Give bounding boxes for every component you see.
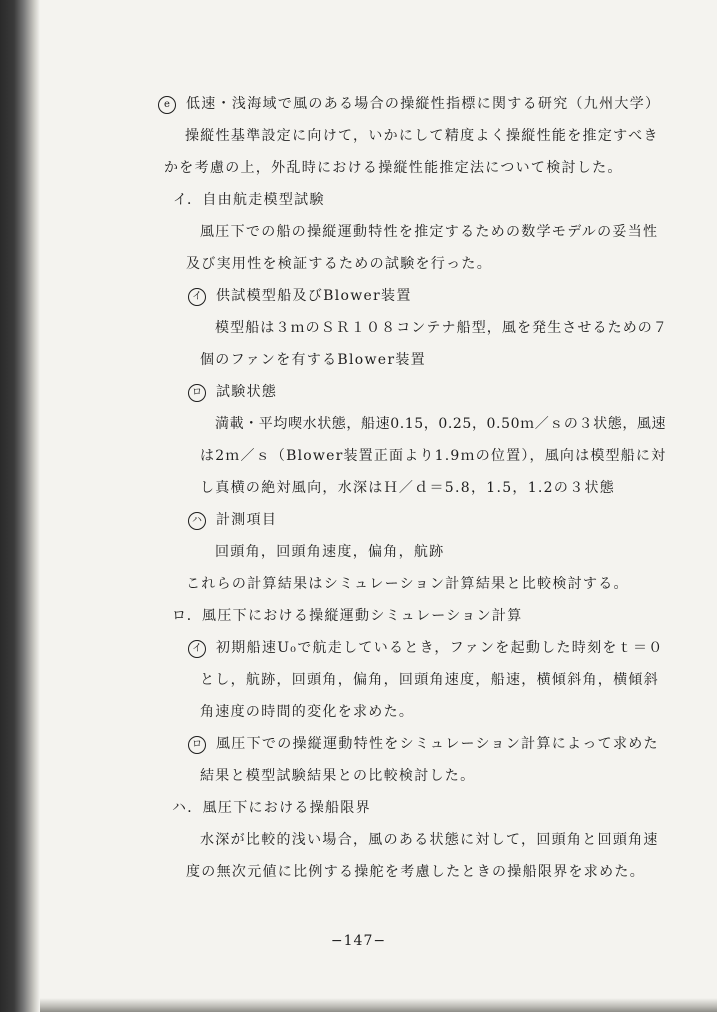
line-text: 水深が比較的浅い場合，風のある状態に対して，回頭角と回頭角速 xyxy=(200,832,659,848)
text-line xyxy=(215,414,666,434)
text-line xyxy=(186,574,629,594)
line-text: 計測項目 xyxy=(216,512,278,528)
text-line xyxy=(188,638,664,658)
line-text: 回頭角，回頭角速度，偏角，航跡 xyxy=(215,544,445,560)
text-line xyxy=(200,350,426,370)
line-text: ロ．風圧下における操縦運動シミュレーション計算 xyxy=(172,608,523,624)
text-line xyxy=(188,734,659,754)
text-line xyxy=(188,286,412,306)
circled-marker: イ xyxy=(188,288,206,306)
line-text: 操縦性基準設定に向けて，いかにして精度よく操縦性能を推定すべき xyxy=(185,128,659,144)
circled-marker: e xyxy=(158,96,176,114)
line-text: 模型船は３ｍのＳＲ１０８コンテナ船型，風を発生させるための７ xyxy=(215,320,668,336)
text-line xyxy=(215,542,445,562)
circled-marker: ロ xyxy=(188,384,206,402)
line-text: 初期船速U₀で航走しているとき，ファンを起動した時刻をｔ＝０ xyxy=(216,640,664,656)
line-text: し真横の絶対風向，水深はＨ／ｄ＝5.8，1.5，1.2の３状態 xyxy=(200,480,616,496)
line-text: 満載・平均喫水状態，船速0.15，0.25，0.50ｍ／ｓの３状態，風速 xyxy=(215,416,667,432)
page-number: −147− xyxy=(330,933,387,949)
line-text: これらの計算結果はシミュレーション計算結果と比較検討する。 xyxy=(186,576,629,592)
text-line xyxy=(185,126,659,146)
line-text: 結果と模型試験結果との比較検討した。 xyxy=(200,768,476,784)
line-text: 風圧下での船の操縦運動特性を推定するための数学モデルの妥当性 xyxy=(200,224,659,240)
text-line xyxy=(200,766,475,786)
line-text: 試験状態 xyxy=(216,384,278,400)
text-line xyxy=(200,702,414,722)
text-line xyxy=(172,606,523,626)
text-line xyxy=(173,190,325,210)
line-text: 度の無次元値に比例する操舵を考慮したときの操船限界を求めた。 xyxy=(186,864,645,880)
text-line xyxy=(200,830,659,850)
text-line xyxy=(200,446,666,466)
line-text: とし，航跡，回頭角，偏角，回頭角速度，船速，横傾斜角，横傾斜 xyxy=(200,672,659,688)
line-text: ハ．風圧下における操船限界 xyxy=(172,800,371,816)
text-line xyxy=(188,510,277,530)
circled-marker: イ xyxy=(188,640,206,658)
line-text: 個のファンを有するBlower装置 xyxy=(200,352,426,368)
line-text: 角速度の時間的変化を求めた。 xyxy=(200,704,415,720)
page-bottom-shadow xyxy=(40,998,717,1012)
text-line xyxy=(200,670,659,690)
line-text: は2ｍ／ｓ（Blower装置正面より1.9ｍの位置），風向は模型船に対 xyxy=(200,448,667,464)
text-line xyxy=(158,94,660,114)
text-line xyxy=(215,318,668,338)
line-text: 供試模型船及びBlower装置 xyxy=(216,288,412,304)
text-line xyxy=(186,254,492,274)
text-line xyxy=(200,222,658,242)
text-line xyxy=(172,798,371,818)
text-line xyxy=(186,862,645,882)
book-binding-shadow xyxy=(0,0,40,1012)
text-line xyxy=(164,158,623,178)
circled-marker: ロ xyxy=(188,736,206,754)
line-text: イ．自由航走模型試験 xyxy=(173,192,325,208)
text-line xyxy=(188,382,277,402)
text-line xyxy=(200,478,615,498)
line-text: 及び実用性を検証するための試験を行った。 xyxy=(186,256,492,272)
line-text: 低速・浅海域で風のある場合の操縦性指標に関する研究（九州大学） xyxy=(186,96,661,112)
circled-marker: ハ xyxy=(188,512,206,530)
line-text: かを考慮の上，外乱時における操縦性能推定法について検討した。 xyxy=(164,160,623,176)
line-text: 風圧下での操縦運動特性をシミュレーション計算によって求めた xyxy=(216,736,659,752)
